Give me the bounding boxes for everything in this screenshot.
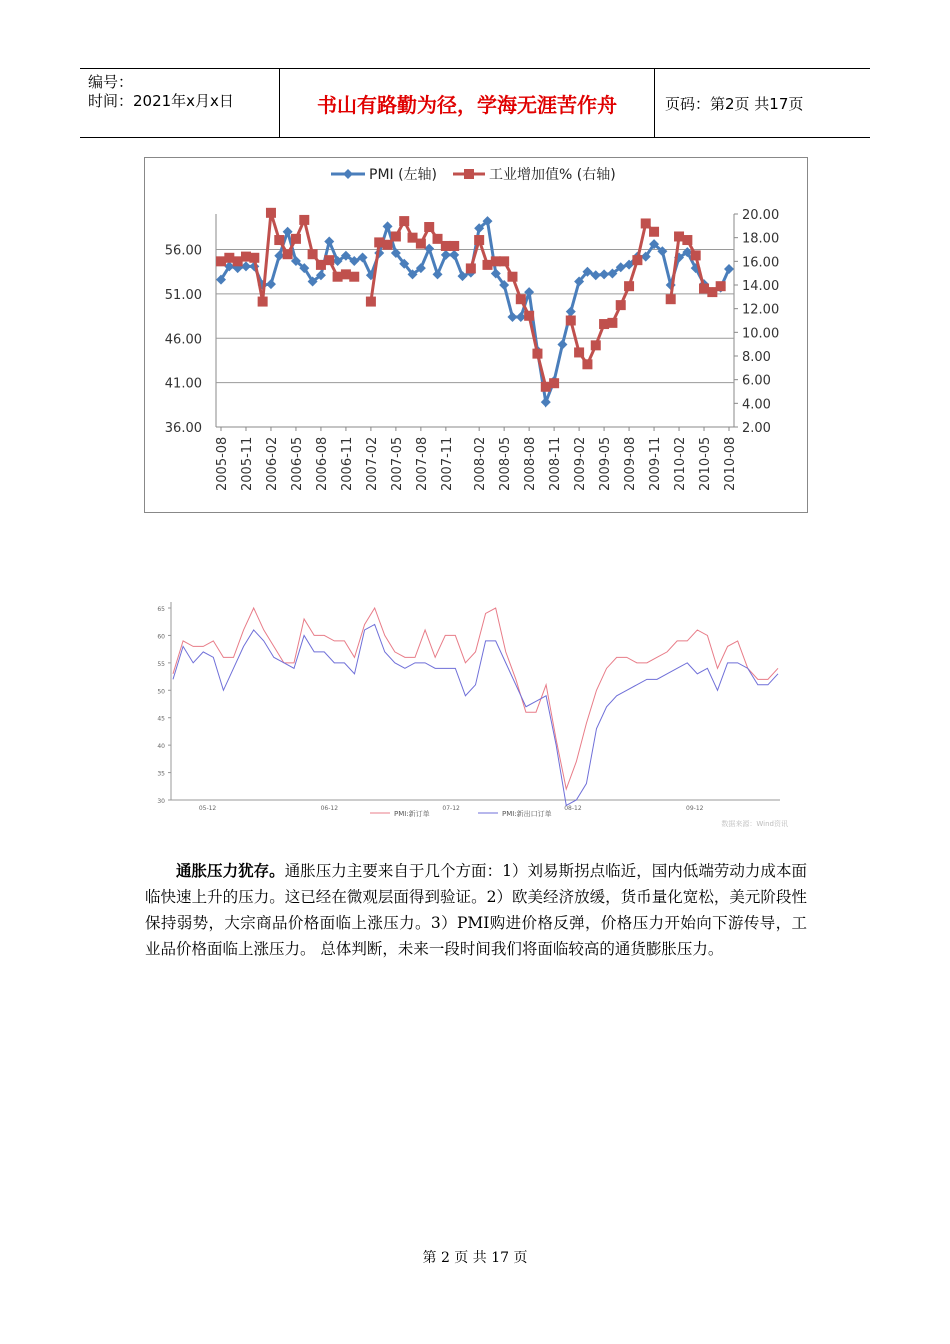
x-tick-label: 2008-02 [473,436,489,491]
y-right-tick-label: 18.00 [742,231,780,247]
industry-point [299,215,309,225]
legend-pmi-marker [343,169,353,179]
industry-point [274,235,284,245]
x-tick-label: 2010-02 [673,436,689,491]
industry-point [474,235,484,245]
y-tick-label: 40 [157,743,165,751]
industry-point [324,255,334,265]
pmi-point [449,250,459,260]
y-left-tick-label: 41.00 [164,376,202,392]
x-tick-label: 2005-08 [215,436,230,491]
x-tick-label: 2006-05 [289,436,305,491]
x-tick-label: 2009-11 [648,436,664,491]
industry-point [466,263,476,273]
y-right-tick-label: 6.00 [742,373,771,389]
body-paragraph [145,858,807,962]
page-footer: 第 2 页 共 17 页 [422,1250,528,1266]
y-right-tick-label: 2.00 [742,421,771,436]
y-right-tick-label: 4.00 [742,397,771,413]
page-header [80,68,870,138]
industry-point [424,222,434,232]
legend-industry-marker [464,169,474,179]
page-number: 页码：第2页 共17页 [665,94,804,113]
y-tick-label: 45 [157,715,165,723]
document-date: 时间：2021年x月x日 [88,92,234,110]
industry-point [283,249,293,259]
industry-point [249,253,259,263]
industry-point [416,239,426,249]
y-tick-label: 60 [157,633,165,641]
y-right-tick-label: 16.00 [742,255,780,271]
document-number: 编号： [88,73,134,91]
x-tick-label: 07-12 [442,805,460,812]
industry-point [449,241,459,251]
pmi-industry-chart [144,157,808,513]
legend-industry-label: 工业增加值% (右轴) [489,167,616,183]
y-left-tick-label: 36.00 [164,421,202,436]
industry-point [308,249,318,259]
pmi-line [221,221,729,402]
x-tick-label: 2007-05 [389,436,405,491]
pmi-orders-chart [148,595,796,835]
industry-point [607,318,617,328]
pmi-point [266,279,276,289]
y-right-tick-label: 12.00 [742,302,780,318]
industry-point [624,281,634,291]
industry-point [366,297,376,307]
industry-point [591,340,601,350]
industry-point [507,272,517,282]
x-tick-label: 05-12 [198,805,217,812]
pmi-point [433,269,443,279]
industry-point [682,235,692,245]
industry-point [574,347,584,357]
industry-point [716,281,726,291]
data-source-label: 数据来源：Wind资讯 [721,820,788,828]
industry-point [291,234,301,244]
paragraph-text: 通胀压力主要来自于几个方面：1）刘易斯拐点临近，国内低端劳动力成本面临快速上升的压力。这已经在微观层面得到验证。2）欧美经济放缓，货币量化宽松，美元阶段性保持弱势，大宗商品价格面临上涨压力。3）PMI购进价格反弹，价格压力开始向下游传导，工业品价格面临上涨压力。 总体判断，未来一段时间我们将面临较高的通货膨胀压力。 [145,862,807,958]
industry-point [549,378,559,388]
industry-point [532,349,542,359]
pmi-point [557,339,567,349]
header-meta [80,69,280,137]
industry-point [632,255,642,265]
legend-pmi-label: PMI (左轴) [369,167,438,183]
industry-point [258,297,268,307]
pmi-orders-chart-svg [148,595,796,835]
industry-point [499,256,509,266]
pmi-point [383,221,393,231]
y-tick-label: 30 [157,798,165,805]
industry-point [691,250,701,260]
x-tick-label: 2007-08 [414,436,430,491]
pmi-point [324,237,334,247]
legend-new-orders-label: PMI:新订单 [394,810,430,818]
industry-point [391,231,401,241]
x-tick-label: 2007-11 [439,436,455,491]
y-right-tick-label: 8.00 [742,350,771,365]
x-tick-label: 2009-02 [573,436,589,491]
y-right-tick-label: 14.00 [742,279,780,294]
industry-point [616,300,626,310]
x-tick-label: 2006-02 [264,436,280,491]
pmi-point [541,397,551,407]
x-tick-label: 2007-02 [364,436,380,491]
x-tick-label: 2008-05 [498,436,514,491]
y-tick-label: 50 [157,688,165,696]
industry-point [266,208,276,218]
industry-point [349,272,359,282]
industry-point [399,216,409,226]
y-left-tick-label: 46.00 [164,332,202,348]
x-tick-label: 2008-08 [523,436,539,491]
x-tick-label: 2010-05 [698,436,714,491]
y-right-tick-label: 20.00 [742,208,780,223]
y-left-tick-label: 51.00 [164,287,202,303]
x-tick-label: 2008-11 [548,436,564,491]
x-tick-label: 2005-11 [239,436,255,491]
industry-point [524,311,534,321]
pmi-industry-chart-svg [145,158,807,512]
x-tick-label: 2006-08 [314,436,330,491]
x-tick-label: 2010-08 [723,436,738,491]
y-tick-label: 35 [157,770,165,778]
industry-point [516,294,526,304]
pmi-point [566,307,576,317]
x-tick-label: 08-12 [564,805,582,812]
industry-point [649,227,659,237]
y-tick-label: 65 [157,606,165,613]
x-tick-label: 2006-11 [339,436,355,491]
y-right-tick-label: 10.00 [742,326,780,342]
industry-point [566,316,576,326]
x-tick-label: 2009-08 [623,436,639,491]
paragraph-lead: 通胀压力犹存。 [176,861,285,880]
pmi-point [599,269,609,279]
pmi-point [724,264,734,274]
industry-point [582,359,592,369]
legend-export-orders-label: PMI:新出口订单 [502,810,552,818]
x-tick-label: 09-12 [686,805,704,812]
industry-point [666,294,676,304]
x-tick-label: 06-12 [320,805,339,812]
y-left-tick-label: 56.00 [164,243,202,259]
new-orders-line [173,608,778,789]
x-tick-label: 2009-05 [598,436,614,491]
y-tick-label: 55 [157,660,165,668]
header-motto: 书山有路勤为径，学海无涯苦作舟 [280,69,655,137]
